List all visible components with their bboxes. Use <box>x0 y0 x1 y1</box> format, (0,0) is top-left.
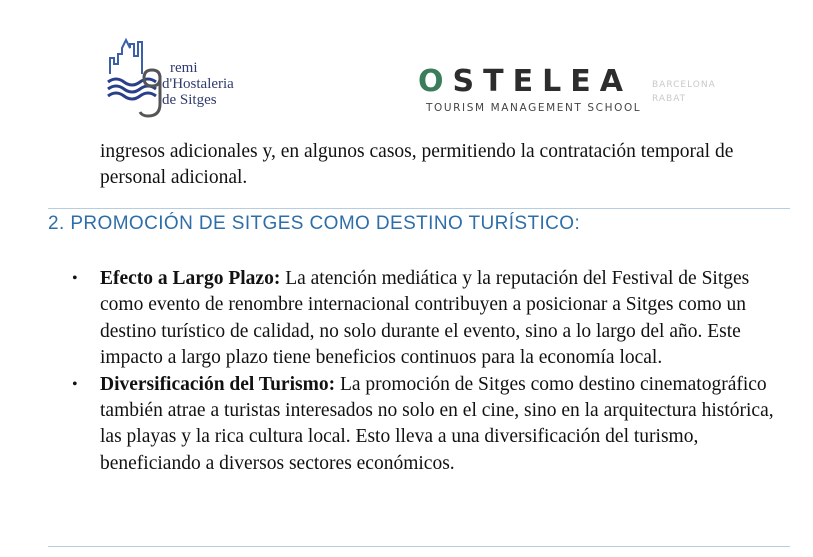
ostelea-tagline: TOURISM MANAGEMENT SCHOOL <box>426 102 642 114</box>
bullet-title: Efecto a Largo Plazo: <box>100 268 286 289</box>
bullet-marker-icon: • <box>72 375 78 393</box>
bullet-marker-icon: • <box>72 270 78 287</box>
ostelea-city-barcelona: BARCELONA <box>652 80 716 90</box>
gremi-logo-line1: remi <box>170 60 198 76</box>
ostelea-city-rabat: RABAT <box>652 94 687 104</box>
intro-paragraph: ingresos adicionales y, en algunos casos, permitiendo la contratación temporal de personal adicional. <box>100 141 734 188</box>
gremi-hostaleria-logo <box>104 34 274 120</box>
bullet-text: La atención mediática y la reputación del Festival de Sitges como evento de renombre internacional contribuyen a posicionar a Sitges como un destino turístico de calidad, no solo durante el evento, sino a lo largo del año. Este impacto a largo plazo tiene beneficios continuos para la economía local. <box>100 268 750 369</box>
ostelea-wordmark: OSTELEA <box>418 64 632 99</box>
ostelea-logo <box>406 62 736 122</box>
bullet-title: Diversificación del Turismo: <box>100 373 340 395</box>
bullet-list <box>60 266 795 477</box>
section-heading: 2. PROMOCIÓN DE SITGES COMO DESTINO TURÍSTICO: <box>48 213 581 234</box>
gremi-logo-line3: de Sitges <box>162 92 217 108</box>
list-item <box>60 372 795 478</box>
list-item <box>60 266 795 372</box>
section-divider-top <box>48 208 790 209</box>
section-divider-bottom <box>48 546 790 547</box>
bullet-text: La promoción de Sitges como destino cinematográfico también atrae a turistas interesados no solo en el cine, sino en la arquitectura histórica, las playas y la rica cultura local. Esto lleva a una diversificación del turismo, beneficiando a diversos sectores económicos. <box>100 373 774 474</box>
gremi-logo-line2: d'Hostaleria <box>162 76 234 92</box>
